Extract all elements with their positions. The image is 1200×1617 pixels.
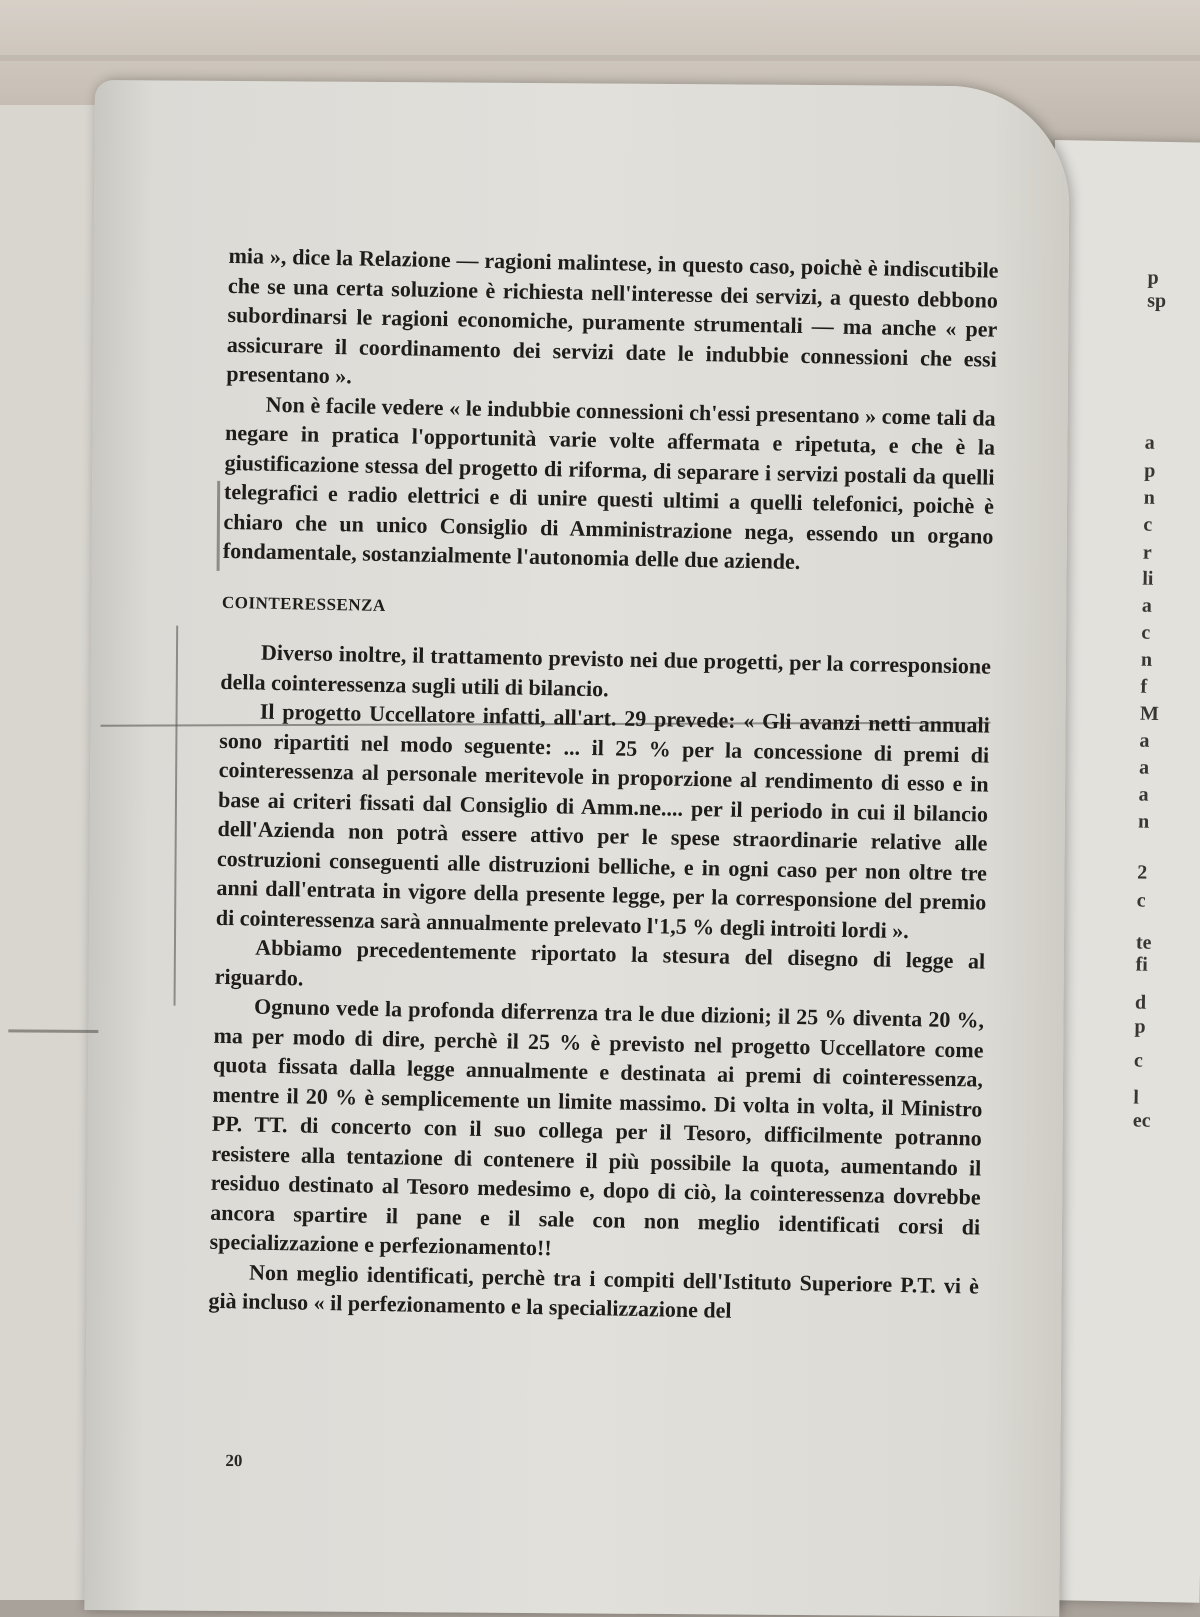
paragraph: Non meglio identificati, perchè tra i compiti dell'Istituto Superiore P.T. vi è già incluso « il perfezionamento e la specializzazione del [208, 1259, 980, 1323]
table-plank-line [0, 55, 1200, 61]
pencil-margin-line [174, 626, 179, 1006]
adjacent-letter: n [1140, 648, 1153, 671]
pencil-cross-mark [8, 1029, 98, 1033]
adjacent-letter: n [1137, 810, 1150, 833]
page-number: 20 [225, 1450, 243, 1471]
adjacent-letter: li [1142, 567, 1154, 590]
adjacent-letter: c [1136, 889, 1146, 912]
pencil-margin-mark [217, 481, 221, 571]
adjacent-letter: a [1138, 783, 1149, 806]
adjacent-letter: p [1144, 459, 1156, 482]
adjacent-letter: d [1134, 991, 1147, 1014]
paragraph: Diverso inoltre, il trattamento previsto nei due progetti, per la corresponsione della cointeressenza sugli utili di bilancio. [220, 639, 992, 701]
paragraph: mia », dice la Relazione — ragioni malintese, in questo caso, poichè è indiscutibile che se una certa soluzione è richiesta nell'interesse dei servizi, a questo debbono subordinarsi le ragioni economiche, puramente strumentali — ma anche « per assicurare il coordinamento dei servizi date le indubbie connessioni che essi presentano ». [226, 242, 999, 389]
adjacent-letter: 2 [1137, 861, 1148, 884]
book-page [84, 80, 1070, 1617]
page-body-text [208, 241, 998, 1330]
adjacent-letter: c [1143, 513, 1153, 536]
adjacent-letter: a [1141, 594, 1153, 617]
adjacent-letter: r [1142, 541, 1152, 564]
adjacent-letter: fi [1135, 953, 1149, 976]
adjacent-letter: a [1138, 756, 1150, 779]
paragraph: Ognuno vede la profonda diferrenza tra le due dizioni; il 25 % diventa 20 %, ma per modo di dire, perchè il 25 % è previsto nel progetto Uccellatore come quota fissata dalla legge annualmente e destinata ai premi di cointeressenza, mentre il 20 % è semplicemente un limite massimo. Di volta in volta, il Ministro PP. TT. di concerto con il suo collega per il Tesoro, difficilmente potranno resistere alla tentazione di contenere il più possibile la quota, aumentando il residuo destinato al Tesoro medesimo e, dopo di ciò, la cointeressenza dovrebbe ancora spartire il pane e il sale con non meglio identificati corsi di specializzazione e perfezionamento!! [209, 993, 985, 1261]
adjacent-letter: c [1141, 621, 1151, 644]
adjacent-letter: te [1135, 931, 1152, 954]
adjacent-letter: sp [1147, 289, 1167, 312]
paragraph: Non è facile vedere « le indubbie connessioni ch'essi presentano » come tali da negare in pratica l'opportunità varie volte affermata e ripetuta, e che è la giustificazione stessa del progetto di riforma, di separare i servizi postali da quelli telegrafici e radio elettrici e di unire questi ultimi a quelli telefonici, poichè è chiaro che un unico Consiglio di Amministrazione nega, essendo un organo fondamentale, sostanzialmente l'autonomia delle due aziende. [222, 391, 996, 574]
adjacent-letter: ec [1132, 1109, 1151, 1132]
adjacent-letter: l [1133, 1086, 1140, 1109]
paragraph: Abbiamo precedentemente riportato la stesura del disegno di legge al riguardo. [214, 934, 986, 991]
adjacent-letter: a [1139, 729, 1150, 752]
adjacent-letter: M [1139, 702, 1160, 725]
adjacent-letter: a [1144, 431, 1155, 454]
section-heading: COINTERESSENZA [221, 592, 386, 615]
adjacent-letter: f [1140, 675, 1148, 698]
adjacent-letter: p [1134, 1015, 1146, 1038]
adjacent-letter: p [1147, 266, 1159, 289]
paragraph: Il progetto Uccellatore infatti, all'art. 29 prevede: « Gli avanzi netti annuali sono ripartiti nel modo seguente: ... il 25 % per la concessione di premi di cointeressenza al personale meritevole in proporzione al rendimento di esso e in base ai criteri fissati dal Consiglio di Amm.ne.... per il periodo in cui il bilancio dell'Azienda non potrà essere attivo per le spese straordinarie relative alle costruzioni conseguenti alle distruzioni belliche, e in ogni caso per non oltre tre anni dall'entrata in vigore della presente legge, per la corresponsione del premio di cointeressenza sarà annualmente prelevato l'1,5 % degli introiti lordi ». [215, 698, 990, 943]
adjacent-letter: n [1143, 486, 1156, 509]
adjacent-letter: c [1133, 1049, 1144, 1072]
